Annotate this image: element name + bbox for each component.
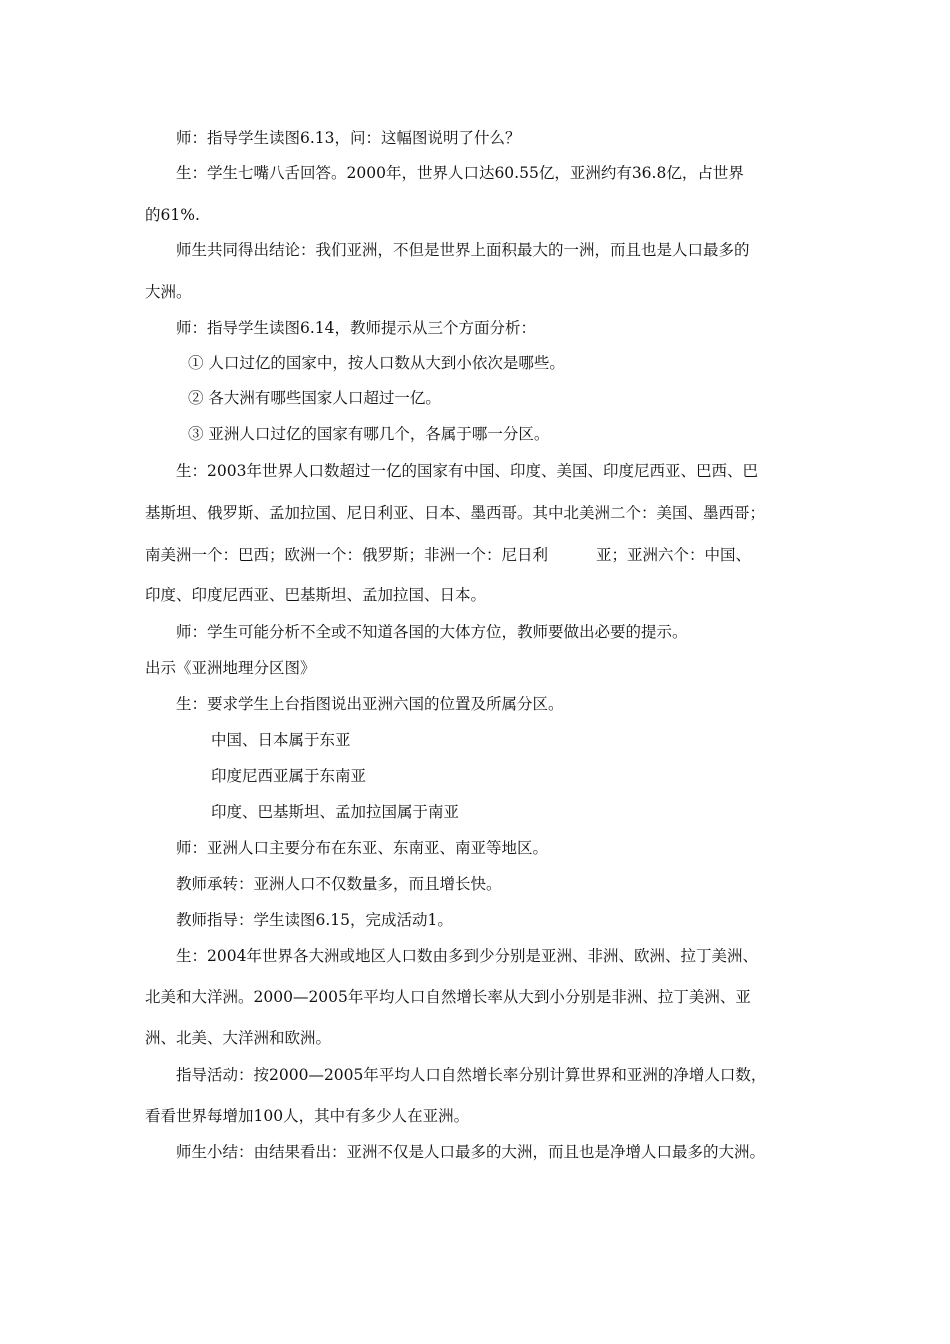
paragraph-line [0, 545, 950, 565]
paragraph-line: 大洲。 [145, 283, 192, 301]
paragraph-line: 出示《亚洲地理分区图》 [145, 659, 316, 677]
paragraph-line: 师：指导学生读图6.14，教师提示从三个方面分析： [176, 319, 537, 337]
line-segment: 亚；亚洲六个：中国、 [596, 546, 752, 564]
paragraph-line: 北美和大洋洲。2000—2005年平均人口自然增长率从大到小分别是非洲、拉丁美洲、亚 [145, 988, 751, 1006]
paragraph-line: 教师承转：亚洲人口不仅数量多，而且增长快。 [176, 875, 502, 893]
paragraph-line: 指导活动：按2000—2005年平均人口自然增长率分别计算世界和亚洲的净增人口数， [176, 1066, 767, 1084]
paragraph-line: 看看世界每增加100人，其中有多少人在亚洲。 [145, 1107, 470, 1125]
paragraph-line: 师：亚洲人口主要分布在东亚、东南亚、南亚等地区。 [176, 839, 549, 857]
paragraph-line: 生：要求学生上台指图说出亚洲六国的位置及所属分区。 [176, 695, 564, 713]
paragraph-line: 师：指导学生读图6.13，问：这幅图说明了什么？ [176, 129, 521, 147]
paragraph-line: 生：2003年世界人口数超过一亿的国家有中国、印度、美国、印度尼西亚、巴西、巴 [176, 462, 758, 480]
paragraph-line: 生：2004年世界各大洲或地区人口数由多到少分别是亚洲、非洲、欧洲、拉丁美洲、 [176, 947, 758, 965]
paragraph-line: 的61%. [145, 206, 200, 224]
paragraph-line: 洲、北美、大洋洲和欧洲。 [145, 1029, 332, 1047]
paragraph-line: 印度、印度尼西亚、巴基斯坦、孟加拉国、日本。 [145, 586, 487, 604]
paragraph-line: 基斯坦、俄罗斯、孟加拉国、尼日利亚、日本、墨西哥。其中北美洲二个：美国、墨西哥； [145, 504, 766, 522]
paragraph-line: 师生小结：由结果看出：亚洲不仅是人口最多的大洲，而且也是净增人口最多的大洲。 [176, 1143, 766, 1161]
paragraph-line: 师：学生可能分析不全或不知道各国的大体方位，教师要做出必要的提示。 [176, 623, 688, 641]
sub-item: 印度、巴基斯坦、孟加拉国属于南亚 [211, 803, 460, 821]
sub-item: 印度尼西亚属于东南亚 [211, 767, 367, 785]
list-item: ② 各大洲有哪些国家人口超过一亿。 [188, 389, 441, 407]
list-item: ③ 亚洲人口过亿的国家有哪几个，各属于哪一分区。 [188, 425, 550, 443]
list-item: ① 人口过亿的国家中，按人口数从大到小依次是哪些。 [188, 354, 565, 372]
line-segment: 南美洲一个：巴西；欧洲一个：俄罗斯；非洲一个：尼日利 [145, 546, 549, 564]
paragraph-line: 师生共同得出结论：我们亚洲，不但是世界上面积最大的一洲，而且也是人口最多的 [176, 241, 750, 259]
sub-item: 中国、日本属于东亚 [211, 731, 351, 749]
paragraph-line: 生：学生七嘴八舌回答。2000年，世界人口达60.55亿，亚洲约有36.8亿，占世界 [176, 164, 744, 182]
paragraph-line: 教师指导：学生读图6.15，完成活动1。 [176, 911, 453, 929]
